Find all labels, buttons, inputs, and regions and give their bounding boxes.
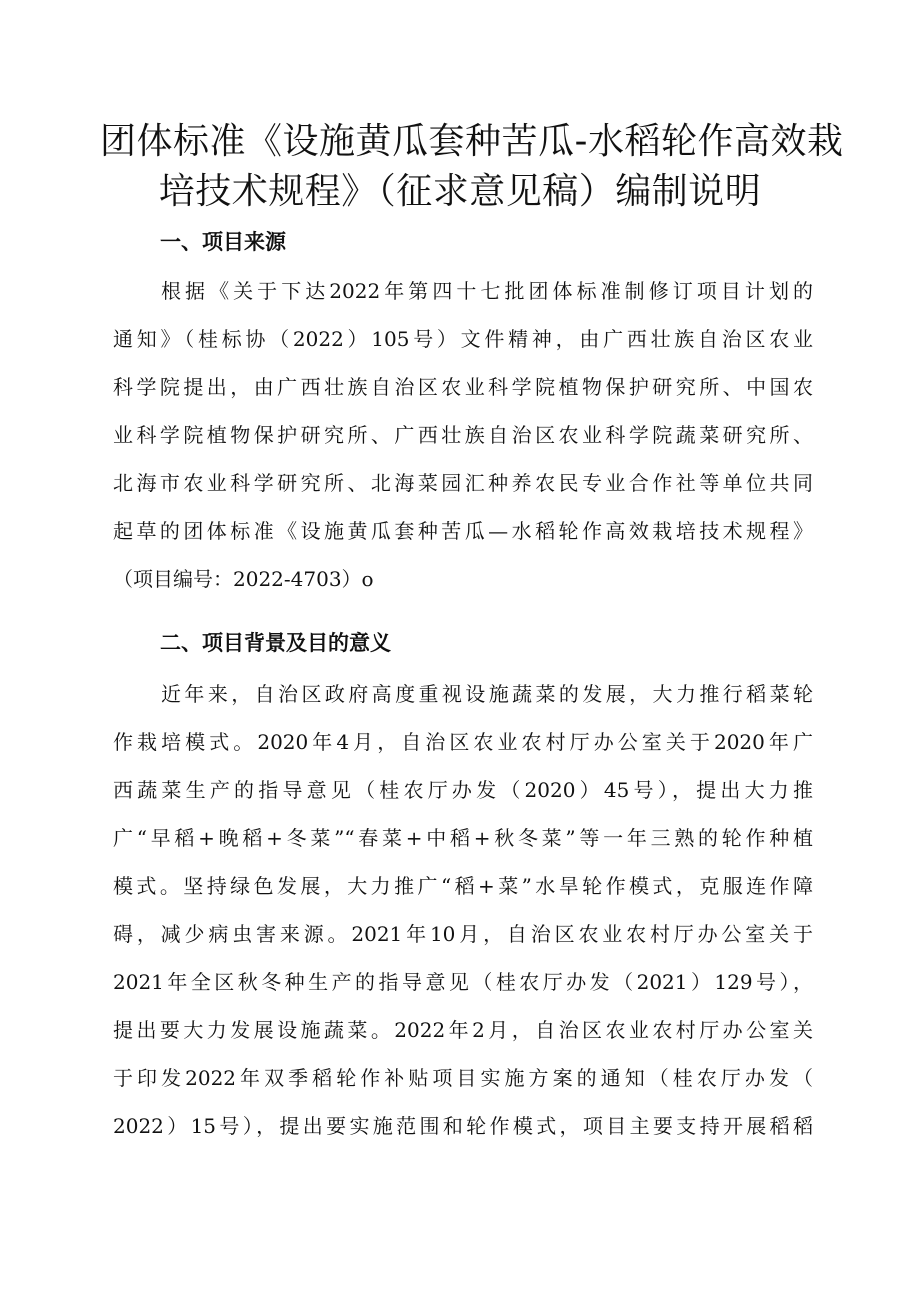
paragraph-line: 北海市农业科学研究所、北海菜园汇种养农民专业合作社等单位共同 bbox=[113, 471, 813, 495]
paragraph-line: 提出要大力发展设施蔬菜。2022年2月，自治区农业农村厅办公室关 bbox=[113, 1018, 813, 1042]
section-heading-project-source: 一、项目来源 bbox=[160, 230, 286, 254]
paragraph-line: 模式。坚持绿色发展，大力推广“稻+菜”水旱轮作模式，克服连作障 bbox=[113, 874, 813, 898]
paragraph-line: 起草的团体标准《设施黄瓜套种苦瓜—水稻轮作高效栽培技术规程》 bbox=[113, 519, 813, 543]
title-line-2: 培技术规程》（征求意见稿）编制说明 bbox=[158, 171, 762, 212]
paragraph-line: 于印发2022年双季稻轮作补贴项目实施方案的通知（桂农厅办发（ bbox=[113, 1066, 813, 1090]
paragraph-line: （项目编号：2022-4703）o bbox=[113, 567, 374, 591]
paragraph-line: 作栽培模式。2020年4月，自治区农业农村厅办公室关于2020年广 bbox=[113, 730, 813, 754]
paragraph-line: 2022）15号），提出要实施范围和轮作模式，项目主要支持开展稻稻 bbox=[113, 1114, 813, 1138]
paragraph-line: 近年来，自治区政府高度重视设施蔬菜的发展，大力推行稻菜轮 bbox=[161, 682, 813, 706]
paragraph-line: 西蔬菜生产的指导意见（桂农厅办发（2020）45号），提出大力推 bbox=[113, 778, 813, 802]
paragraph-line: 2021年全区秋冬种生产的指导意见（桂农厅办发（2021）129号）， bbox=[113, 970, 813, 994]
section-heading-background: 二、项目背景及目的意义 bbox=[160, 631, 391, 655]
paragraph-line: 通知》（桂标协（2022）105号）文件精神，由广西壮族自治区农业 bbox=[113, 327, 813, 351]
section-body-project-source bbox=[113, 267, 813, 603]
paragraph-line: 广“早稻+晚稻+冬菜”“春菜+中稻+秋冬菜”等一年三熟的轮作种植 bbox=[113, 826, 813, 850]
document-title bbox=[100, 117, 844, 217]
paragraph-line: 业科学院植物保护研究所、广西壮族自治区农业科学院蔬菜研究所、 bbox=[113, 423, 813, 447]
section-body-background bbox=[113, 670, 813, 1150]
paragraph-line: 根据《关于下达2022年第四十七批团体标准制修订项目计划的 bbox=[161, 279, 813, 303]
paragraph-line: 科学院提出，由广西壮族自治区农业科学院植物保护研究所、中国农 bbox=[113, 375, 813, 399]
title-line-1: 团体标准《设施黄瓜套种苦瓜-水稻轮作高效栽 bbox=[100, 121, 844, 162]
paragraph-line: 碍，减少病虫害来源。2021年10月，自治区农业农村厅办公室关于 bbox=[113, 922, 813, 946]
